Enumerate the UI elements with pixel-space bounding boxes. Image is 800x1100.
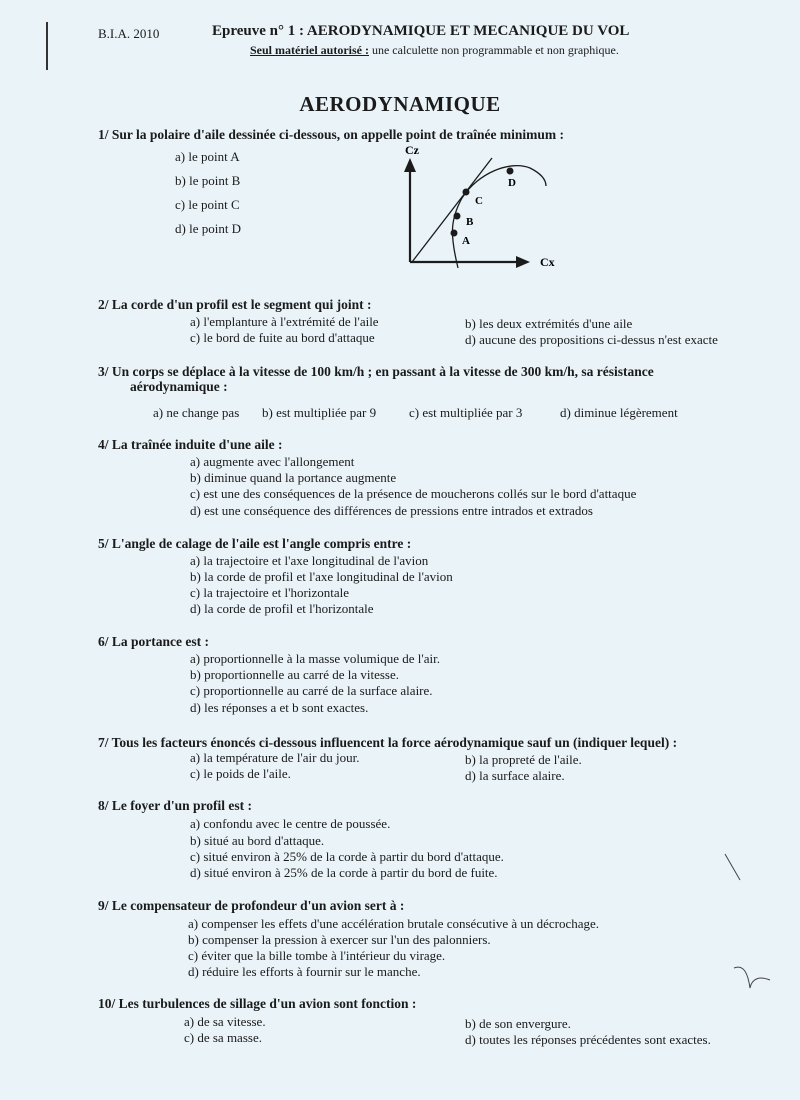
- question-text: Le compensateur de profondeur d'un avion sert à :: [111, 898, 405, 913]
- exam-code: B.I.A. 2010: [98, 26, 160, 41]
- question-6: [98, 634, 209, 650]
- q4-option-c: c) est une des conséquences de la présence de moucherons collés sur le bord d'attaque: [190, 486, 637, 501]
- question-3: [98, 364, 654, 380]
- q3-option-c: c) est multipliée par 3: [409, 405, 523, 420]
- allowed-material-label: Seul matériel autorisé :: [250, 43, 369, 57]
- q8-option-a: a) confondu avec le centre de poussée.: [190, 816, 391, 831]
- question-7: [98, 735, 677, 751]
- question-text: Les turbulences de sillage d'un avion sont fonction :: [118, 996, 417, 1011]
- question-text: La portance est :: [111, 634, 209, 649]
- q4-option-a: a) augmente avec l'allongement: [190, 454, 355, 469]
- question-2: [98, 297, 372, 313]
- question-number: 8/: [98, 798, 109, 813]
- point-b-label: B: [466, 216, 474, 228]
- cx-label: Cx: [540, 255, 555, 269]
- q8-option-d: d) situé environ à 25% de la corde à partir du bord de fuite.: [190, 865, 498, 880]
- question-9: [98, 898, 404, 914]
- q1-option-c: c) le point C: [175, 197, 240, 212]
- point-b-marker: [454, 213, 461, 220]
- q6-option-b: b) proportionnelle au carré de la vitesse.: [190, 667, 399, 682]
- question-number: 7/: [98, 735, 109, 750]
- q7-option-d: d) la surface alaire.: [465, 768, 565, 783]
- pen-scratch-mark-2: [730, 960, 780, 1000]
- q9-option-c: c) éviter que la bille tombe à l'intérieur du virage.: [188, 948, 446, 963]
- cz-label: Cz: [405, 143, 419, 157]
- question-text: L'angle de calage de l'aile est l'angle compris entre :: [111, 536, 412, 551]
- point-d-label: D: [508, 177, 516, 189]
- question-8: [98, 798, 252, 814]
- q1-option-a: a) le point A: [175, 149, 240, 164]
- q2-option-a: a) l'emplanture à l'extrémité de l'aile: [190, 314, 379, 329]
- q2-option-b: b) les deux extrémités d'une aile: [465, 316, 633, 331]
- point-d-marker: [507, 168, 514, 175]
- cx-axis-arrow-icon: [516, 256, 530, 268]
- question-number: 3/: [98, 364, 109, 379]
- q10-option-d: d) toutes les réponses précédentes sont exactes.: [465, 1032, 711, 1047]
- q3-option-b: b) est multipliée par 9: [262, 405, 377, 420]
- exam-title: Epreuve n° 1 : AERODYNAMIQUE ET MECANIQUE DU VOL: [212, 23, 630, 39]
- q4-option-b: b) diminue quand la portance augmente: [190, 470, 397, 485]
- question-text: La traînée induite d'une aile :: [111, 437, 283, 452]
- question-10: [98, 996, 416, 1012]
- q3-option-d: d) diminue légèrement: [560, 405, 678, 420]
- question-text: Tous les facteurs énoncés ci-dessous influencent la force aérodynamique sauf un (indiquer lequel) :: [111, 735, 678, 750]
- question-4: [98, 437, 283, 453]
- allowed-material-line: [250, 43, 619, 58]
- q2-option-d: d) aucune des propositions ci-dessus n'est exacte: [465, 332, 718, 347]
- q3-option-a: a) ne change pas: [153, 405, 240, 420]
- cz-axis-arrow-icon: [404, 158, 416, 172]
- q5-option-c: c) la trajectoire et l'horizontale: [190, 585, 349, 600]
- question-number: 9/: [98, 898, 109, 913]
- q7-option-a: a) la température de l'air du jour.: [190, 750, 360, 765]
- question-text: Sur la polaire d'aile dessinée ci-dessous, on appelle point de traînée minimum :: [111, 127, 565, 142]
- q8-option-b: b) situé au bord d'attaque.: [190, 833, 325, 848]
- q9-option-d: d) réduire les efforts à fournir sur le manche.: [188, 964, 421, 979]
- question-text: La corde d'un profil est le segment qui joint :: [111, 297, 372, 312]
- margin-pen-mark: [46, 22, 48, 70]
- question-text: Le foyer d'un profil est :: [111, 798, 253, 813]
- q6-option-a: a) proportionnelle à la masse volumique de l'air.: [190, 651, 440, 666]
- pen-scratch-mark: [720, 850, 760, 890]
- q8-option-c: c) situé environ à 25% de la corde à partir du bord d'attaque.: [190, 849, 504, 864]
- question-3-continued: aérodynamique :: [130, 379, 228, 394]
- question-number: 10/: [98, 996, 116, 1011]
- q7-option-b: b) la propreté de l'aile.: [465, 752, 582, 767]
- q9-option-b: b) compenser la pression à exercer sur l'un des palonniers.: [188, 932, 491, 947]
- q10-option-b: b) de son envergure.: [465, 1016, 571, 1031]
- q7-option-c: c) le poids de l'aile.: [190, 766, 291, 781]
- allowed-material-text: une calculette non programmable et non graphique.: [368, 43, 619, 57]
- section-title: AERODYNAMIQUE: [299, 92, 501, 116]
- question-text: Un corps se déplace à la vitesse de 100 km/h ; en passant à la vitesse de 300 km/h, sa résistance: [111, 364, 654, 379]
- q4-option-d: d) est une conséquence des différences de pressions entre intrados et extrados: [190, 503, 593, 518]
- point-c-label: C: [475, 195, 483, 207]
- question-number: 5/: [98, 536, 109, 551]
- question-number: 6/: [98, 634, 109, 649]
- q6-option-d: d) les réponses a et b sont exactes.: [190, 700, 369, 715]
- question-number: 4/: [98, 437, 109, 452]
- wing-polar-diagram: [400, 140, 570, 275]
- question-number: 2/: [98, 297, 109, 312]
- point-a-marker: [451, 230, 458, 237]
- q5-option-d: d) la corde de profil et l'horizontale: [190, 601, 374, 616]
- question-5: [98, 536, 411, 552]
- q5-option-b: b) la corde de profil et l'axe longitudinal de l'avion: [190, 569, 453, 584]
- point-a-label: A: [462, 235, 470, 247]
- q10-option-a: a) de sa vitesse.: [184, 1014, 266, 1029]
- q1-option-b: b) le point B: [175, 173, 241, 188]
- q9-option-a: a) compenser les effets d'une accélération brutale consécutive à un décrochage.: [188, 916, 600, 931]
- q6-option-c: c) proportionnelle au carré de la surface alaire.: [190, 683, 433, 698]
- q5-option-a: a) la trajectoire et l'axe longitudinal de l'avion: [190, 553, 429, 568]
- q1-option-d: d) le point D: [175, 221, 242, 236]
- q10-option-c: c) de sa masse.: [184, 1030, 262, 1045]
- question-number: 1/: [98, 127, 109, 142]
- q2-option-c: c) le bord de fuite au bord d'attaque: [190, 330, 375, 345]
- point-c-marker: [463, 189, 470, 196]
- tangent-line: [412, 158, 492, 262]
